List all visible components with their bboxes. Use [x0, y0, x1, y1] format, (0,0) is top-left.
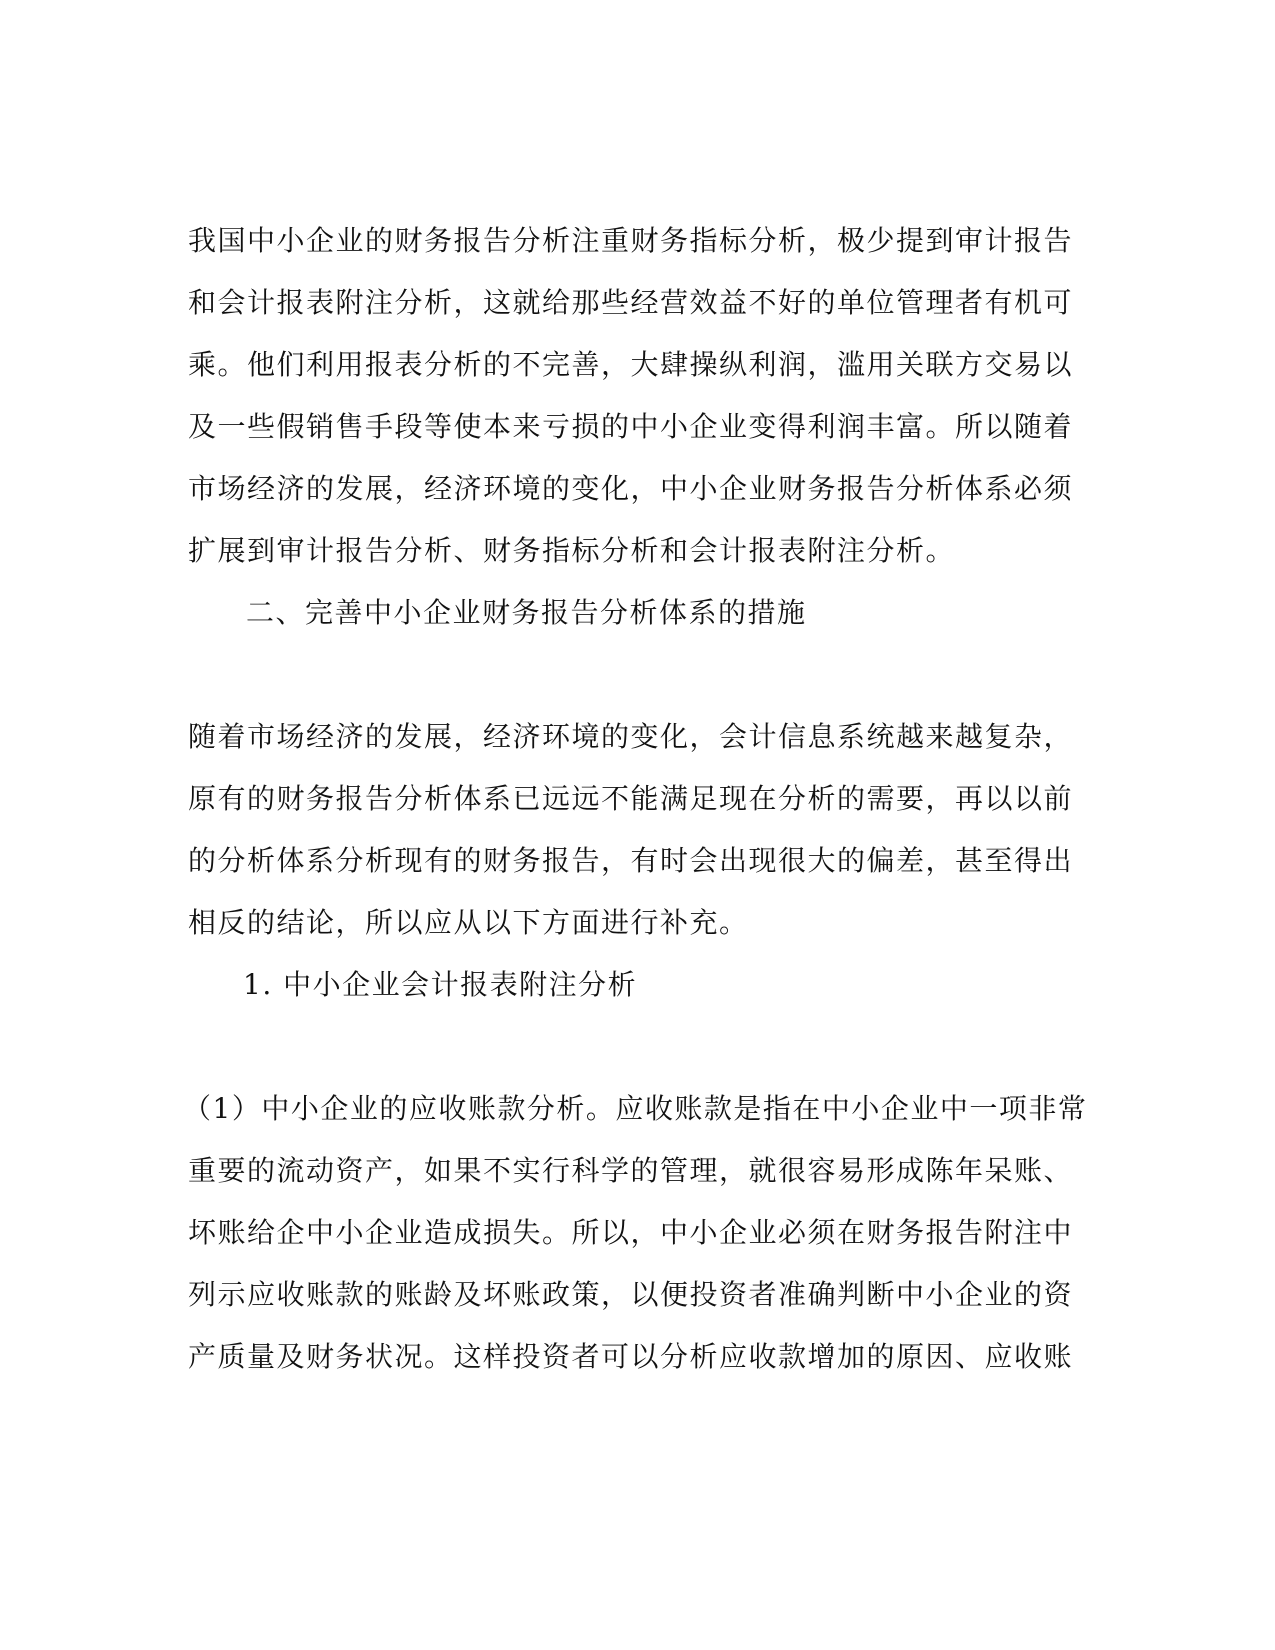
subsection-heading-1: 1. 中小企业会计报表附注分析: [243, 968, 638, 1001]
paragraph-3-line-5: 产质量及财务状况。这样投资者可以分析应收款增加的原因、应收账: [188, 1340, 1074, 1373]
paragraph-3-line-3: 坏账给企中小企业造成损失。所以，中小企业必须在财务报告附注中: [188, 1216, 1074, 1249]
paragraph-2-line-3: 的分析体系分析现有的财务报告，有时会出现很大的偏差，甚至得出: [188, 844, 1074, 877]
paragraph-2-line-2: 原有的财务报告分析体系已远远不能满足现在分析的需要，再以以前: [188, 782, 1074, 815]
paragraph-2-line-1: 随着市场经济的发展，经济环境的变化，会计信息系统越来越复杂，: [188, 720, 1074, 753]
paragraph-3-line-1: （1）中小企业的应收账款分析。应收账款是指在中小企业中一项非常: [183, 1092, 1088, 1125]
section-heading-2: 二、完善中小企业财务报告分析体系的措施: [246, 596, 807, 629]
paragraph-2-line-4: 相反的结论，所以应从以下方面进行补充。: [188, 906, 749, 939]
paragraph-3-line-4: 列示应收账款的账龄及坏账政策，以便投资者准确判断中小企业的资: [188, 1278, 1074, 1311]
paragraph-1-line-1: 我国中小企业的财务报告分析注重财务指标分析，极少提到审计报告: [188, 224, 1074, 257]
paragraph-1-line-5: 市场经济的发展，经济环境的变化，中小企业财务报告分析体系必须: [188, 472, 1074, 505]
paragraph-1-line-3: 乘。他们利用报表分析的不完善，大肆操纵利润，滥用关联方交易以: [188, 348, 1074, 381]
paragraph-1-line-6: 扩展到审计报告分析、财务指标分析和会计报表附注分析。: [188, 534, 956, 567]
paragraph-1-line-2: 和会计报表附注分析，这就给那些经营效益不好的单位管理者有机可: [188, 286, 1074, 319]
paragraph-1-line-4: 及一些假销售手段等使本来亏损的中小企业变得利润丰富。所以随着: [188, 410, 1074, 443]
paragraph-3-line-2: 重要的流动资产，如果不实行科学的管理，就很容易形成陈年呆账、: [188, 1154, 1074, 1187]
